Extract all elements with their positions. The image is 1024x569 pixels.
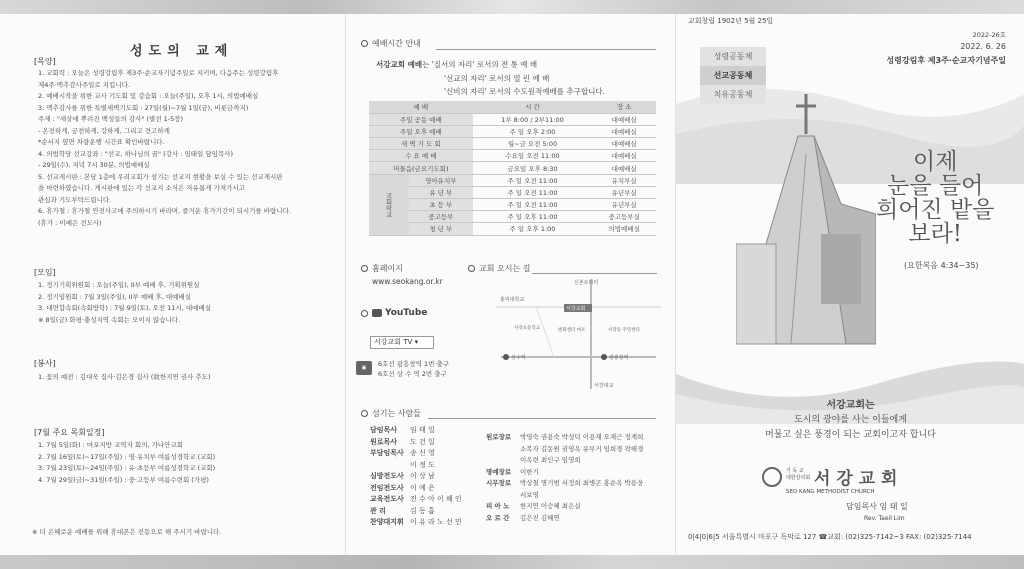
table-cell: 주일 공동 예배 <box>369 113 473 125</box>
staff-names: 소복자 김동원 권영옥 유부거 임희경 곽해경 <box>520 444 644 453</box>
list-item: 1. 정기기획위원회 : 오늘(주일), II부 예배 후, 기획위원실 <box>38 281 200 289</box>
staff-names: 서보영 <box>520 490 539 499</box>
list-item: 주제 : "세상에 뿌려진 백성들의 감사" (별전 1-5장) <box>38 115 184 123</box>
section-heading-pastoral: [목양] <box>34 57 56 66</box>
staff-names: 이 정 도 <box>410 460 435 469</box>
verse-line: 보라! <box>908 221 963 247</box>
table-row <box>369 138 656 150</box>
subway-line-1: 6호선 광흥창역 1번 출구 <box>378 360 449 368</box>
map-label: 서강동 주민센터 <box>608 328 640 333</box>
intro-text: '신비의 자리' 로서의 수도원적예배를 추구합니다. <box>444 87 605 96</box>
table-cell: 대예배실 <box>592 125 656 137</box>
circle-bullet-icon <box>361 40 368 47</box>
heading-rule <box>532 273 657 274</box>
staff-row <box>486 444 643 456</box>
panel-worship <box>345 14 675 555</box>
staff-names: 김 동 흡 <box>410 506 435 515</box>
staff-names: 임 태 일 <box>410 426 435 434</box>
list-item: 관심과 기도부탁드립니다. <box>38 195 112 204</box>
map-label: 변화센터 마포 <box>558 328 586 333</box>
table-cell: 유 년 부 <box>409 186 473 198</box>
issue-number: 2022-26호 <box>972 31 1006 39</box>
verse-reference: (요한복음 4:34~35) <box>904 261 979 270</box>
senior-pastor: 담임목사 임 태 일 <box>846 502 908 511</box>
list-item: 1. 7월 5일(화) : 마포지방 교역자 회의, 가나안교회 <box>38 441 184 449</box>
church-name: 서 강 교 회 <box>814 469 898 489</box>
circle-bullet-icon <box>361 265 368 272</box>
staff-role: 시무장로 <box>486 479 512 487</box>
subway-icon: ▣ <box>356 361 372 375</box>
staff-left-list <box>370 425 462 529</box>
intro-line <box>376 58 605 72</box>
staff-role: 원로목사 <box>370 437 398 446</box>
logo-denomination <box>786 468 810 482</box>
list-item: 3. 맥추감사를 위한 특별새벽기도회 : 27일(월)~7월 1일(금), 비롯금까지) <box>38 103 249 112</box>
list-item: 2. 정기임원회 : 7월 3일(주일), II부 예배 후, 대예배실 <box>38 292 191 301</box>
staff-names: 이 유 라 노 선 민 <box>410 518 462 526</box>
homepage-url[interactable]: www.seokang.or.kr <box>372 277 443 286</box>
table-row <box>369 113 656 125</box>
table-cell: 새 벽 기 도 회 <box>369 138 473 150</box>
meeting-list <box>38 280 211 326</box>
homepage-heading <box>361 263 403 274</box>
staff-names: 송 신 영 <box>410 449 435 457</box>
list-item: - 29일(수), 저녁 7시 30분, 의법예배실 <box>38 161 150 169</box>
staff-role: 전임전도사 <box>370 483 404 492</box>
staff-role: 피 아 노 <box>486 502 510 510</box>
heading-rule <box>436 49 656 50</box>
list-item: 제4주·맥추감사주일로 지킵니다. <box>38 80 130 89</box>
staff-role: 명예장로 <box>486 467 512 476</box>
column-header: 시 간 <box>473 101 593 113</box>
section-heading-service: [봉사] <box>34 359 56 368</box>
staff-row <box>370 506 462 518</box>
staff-role: 교육전도사 <box>370 495 404 503</box>
staff-role: 원로장로 <box>486 433 512 441</box>
staff-row <box>370 483 462 495</box>
list-item: 1. 교회력 : 오늘은 성령강림후 제3주·순교자기념주일로 지키며, 다음주는 성령강림후 <box>38 69 279 77</box>
worship-heading <box>361 38 421 49</box>
sunday-title: 성령강림후 제3주·순교자기념주일 <box>886 56 1006 65</box>
section-heading-july: [7월 주요 목회일정] <box>34 428 105 437</box>
table-cell: 1부 8:00 / 2부11:00 <box>473 113 593 125</box>
verse-text <box>876 150 994 246</box>
column-header: 예 배 <box>369 101 473 113</box>
mission-statement <box>676 398 1024 443</box>
staff-names: 도 건 일 <box>410 437 435 446</box>
staff-heading-text: 섬기는 사람들 <box>372 409 421 418</box>
list-item: 5. 선교게시판 : 본당 1층에 우리교회가 섬기는 선교지 현황을 보실 수 있는 선교게시판 <box>38 172 283 181</box>
homepage-heading-text: 홈페이지 <box>372 264 403 273</box>
service-list <box>38 372 210 384</box>
staff-row <box>370 517 462 529</box>
worship-heading-text: 예배시간 안내 <box>372 39 421 48</box>
panel-fellowship <box>0 14 345 555</box>
mission-line: 머물고 싶은 풍경이 되는 교회이고자 합니다 <box>765 430 936 440</box>
verse-line: 눈을 들어 <box>887 173 984 199</box>
map-label: 광흥창역 <box>609 355 629 361</box>
verse-line: 이제 <box>912 149 958 175</box>
badge-healing-community: 치유공동체 <box>700 85 766 104</box>
staff-names: 김은진 김혜연 <box>520 513 560 522</box>
youtube-label: YouTube <box>385 308 428 318</box>
staff-row <box>486 455 643 467</box>
staff-role: 오 르 간 <box>486 513 510 522</box>
july-schedule-list <box>38 440 215 486</box>
staff-row <box>486 490 643 502</box>
table-cell: 대예배실 <box>592 113 656 125</box>
list-item: 6. 휴가철 : 휴가철 안전사고에 주의하시기 바라며, 즐거운 휴가기간이 되시기를 바랍니다. <box>38 207 291 215</box>
map-label: 신촌로터리 <box>574 280 599 286</box>
church-building-illustration <box>736 94 876 354</box>
staff-names: 이 상 남 <box>410 472 435 480</box>
staff-row <box>486 467 643 479</box>
table-row <box>369 186 656 198</box>
youtube-heading <box>361 308 427 318</box>
staff-row <box>486 478 643 490</box>
worship-schedule-table <box>369 101 656 236</box>
map-label: 홍익대학교 <box>500 297 525 303</box>
staff-role: 관 리 <box>370 506 386 515</box>
staff-row <box>370 437 462 449</box>
map-label: 서강초등학교 <box>514 326 541 331</box>
list-item: 을 마련하였습니다. 게시판에 있는 각 선교지 소식은 자유롭게 가져가시고 <box>38 184 245 192</box>
panel-cover <box>675 14 1024 555</box>
senior-pastor-english: Rev. Taeil Lim <box>864 515 905 522</box>
staff-row <box>370 460 462 472</box>
table-cell: 주 일 오후 11:00 <box>473 211 593 223</box>
table-row <box>369 223 656 235</box>
table-row <box>369 199 656 211</box>
staff-names: 이 예 은 <box>410 483 435 492</box>
mission-line: 서강교회는 <box>826 400 875 411</box>
table-row <box>369 125 656 137</box>
edu-label: 교회학교 <box>369 174 409 235</box>
table-cell: 청 년 부 <box>409 223 473 235</box>
staff-names: 한지연 이승혜 최은실 <box>520 502 581 510</box>
mission-line: 도시의 광야를 사는 이들에게 <box>794 415 907 425</box>
heading-rule <box>428 418 656 419</box>
badge-spirit-community: 성령공동체 <box>700 47 766 66</box>
staff-names: 박상철 명기범 서정희 최병곤 홍순옥 박용웅 <box>520 479 644 487</box>
staff-row <box>370 471 462 483</box>
table-cell: 주 일 오후 1:00 <box>473 223 593 235</box>
staff-role: 담임목사 <box>370 426 398 434</box>
table-cell: 초 등 부 <box>409 199 473 211</box>
table-cell: 주 일 오전 11:00 <box>473 174 593 186</box>
issue-date: 2022. 6. 26 <box>960 42 1006 51</box>
church-logo-icon <box>762 467 782 487</box>
map-label: 서강대교 <box>594 383 614 389</box>
table-row <box>369 174 656 186</box>
verse-line: 희어진 밭을 <box>876 197 995 223</box>
table-cell: 대예배실 <box>592 138 656 150</box>
subway-line-2: 6호선 상 수 역 2번 출구 <box>378 370 447 378</box>
staff-right-list <box>486 432 643 524</box>
table-cell: 의법예배실 <box>592 223 656 235</box>
map-label: 상수역 <box>511 355 526 361</box>
staff-row <box>370 425 462 437</box>
staff-names: 전 수 아 이 혜 인 <box>410 495 462 503</box>
founded-date: 교회창립 1902년 5월 25일 <box>688 17 774 25</box>
top-border-strip <box>0 0 1024 14</box>
table-cell: 머물음(금요기도회) <box>369 162 473 174</box>
staff-heading <box>361 408 421 419</box>
directions-heading-text: 교회 오시는 길 <box>479 264 531 273</box>
table-cell: 수 요 예 배 <box>369 150 473 162</box>
table-cell: 주 일 오전 11:00 <box>473 199 593 211</box>
column-header: 장 소 <box>592 101 656 113</box>
staff-role: 찬양대지휘 <box>370 518 404 526</box>
list-item: *순서지 옆면 차량운행 시간표 확인바랍니다. <box>38 138 165 146</box>
circle-bullet-icon <box>468 265 475 272</box>
table-cell: 유년부실 <box>592 199 656 211</box>
table-cell: 금요일 오후 8:30 <box>473 162 593 174</box>
map-label: 서강교회 <box>566 306 586 312</box>
staff-names: 박영숙 권용숙 박성덕 이용재 오재근 정계희 <box>520 433 644 441</box>
fellowship-title: 성도의 교제 <box>130 44 234 59</box>
list-item: (휴가 : 이예은 전도사) <box>38 218 102 227</box>
staff-names: 이옥련 최인구 임영희 <box>520 456 581 464</box>
table-row <box>369 162 656 174</box>
youtube-channel-select[interactable]: 서강교회 TV ▾ <box>370 336 434 349</box>
staff-role: 부담임목사 <box>370 449 404 457</box>
intro-text: '선교의 자리' 로서의 열 린 예 배 <box>444 73 550 83</box>
section-heading-meeting: [모임] <box>34 268 56 277</box>
bottom-border-strip <box>0 555 1024 569</box>
directions-map <box>496 279 661 389</box>
table-cell: 주일 오후 예배 <box>369 125 473 137</box>
worship-intro <box>376 58 605 99</box>
table-cell: 중고등부 <box>409 211 473 223</box>
list-item: 3. 대면합속회(속회방학) : 7월 9일(토), 오전 11시, 대예배실 <box>38 304 211 312</box>
table-row <box>369 150 656 162</box>
map-station-sangsu <box>503 354 509 360</box>
table-cell: 주 일 오후 2:00 <box>473 125 593 137</box>
staff-names: 이한기 <box>520 467 539 476</box>
circle-bullet-icon <box>361 410 368 417</box>
staff-row <box>486 432 643 444</box>
list-item: ※ 8일(금) 화평·충성지역 속회는 모이지 않습니다. <box>38 315 181 324</box>
circle-bullet-icon <box>361 310 368 317</box>
list-item: 3. 7월 23일(토)~24일(주일) : 유·초등부 여름성경학교 (교회) <box>38 464 216 472</box>
intro-emphasis: 서강교회 예배 <box>376 60 423 69</box>
badge-mission-community: 선교공동체 <box>700 66 766 85</box>
staff-row <box>486 513 643 525</box>
list-item: 2. 예배시작을 위한 교사 기도회 및 강습회 : 오늘(주일), 오후 1시, 의법예배실 <box>38 92 259 100</box>
list-item: 4. 7월 29일(금)~31일(주일) : 중·고등부 여름수련회 (가평) <box>38 475 209 484</box>
staff-row <box>370 448 462 460</box>
list-item: 1. 꽃의 예전 : 김대욱 집사·김은경 집사 (故한지연 권사 추도) <box>38 373 211 381</box>
logo-text: 기 독 교 <box>786 468 804 474</box>
intro-line <box>376 85 605 99</box>
table-cell: 영아유치부 <box>409 174 473 186</box>
church-address: 0|4|0|6|5 서울특별시 마포구 독막로 127 ☎교회: (02)325-7142~3 FAX: (02)325-7144 <box>688 533 972 541</box>
table-row <box>369 211 656 223</box>
list-item: 4. 의법학당 선교강좌 : "선교, 하나님의 꿈" (강사 : 임태일 담임목사) <box>38 149 234 158</box>
table-cell: 수요일 오전 11:00 <box>473 150 593 162</box>
intro-text: 는 '질서의 자리' 로서의 전 통 예 배 <box>422 60 538 69</box>
directions-heading <box>468 263 530 274</box>
table-cell: 유년부실 <box>592 186 656 198</box>
staff-row <box>370 494 462 506</box>
table-cell: 유치부실 <box>592 174 656 186</box>
footnote: ※ 더 은혜로운 예배를 위해 휴대폰은 진동으로 해 주시기 바랍니다. <box>32 528 222 536</box>
intro-line <box>376 72 605 86</box>
table-cell: 주 일 오전 11:00 <box>473 186 593 198</box>
list-item: - 온전하게, 궁전하게, 강하게, 그리고 견고하게 <box>38 126 170 135</box>
staff-row <box>486 501 643 513</box>
table-cell: 대예배실 <box>592 162 656 174</box>
staff-role: 심방전도사 <box>370 472 404 480</box>
logo-text: 대한감리회 <box>786 475 811 481</box>
table-cell: 중고등부실 <box>592 211 656 223</box>
youtube-icon <box>372 309 382 317</box>
church-name-english: SEO KANG METHODIST CHURCH <box>786 489 875 495</box>
map-station-gwangheungchang <box>601 354 607 360</box>
table-cell: 월~금 오전 5:00 <box>473 138 593 150</box>
list-item: 2. 7월 16일(토)~17일(주일) : 영·유치부 여름성경학교 (교회) <box>38 452 216 461</box>
table-cell: 대예배실 <box>592 150 656 162</box>
pastoral-list <box>38 68 291 229</box>
